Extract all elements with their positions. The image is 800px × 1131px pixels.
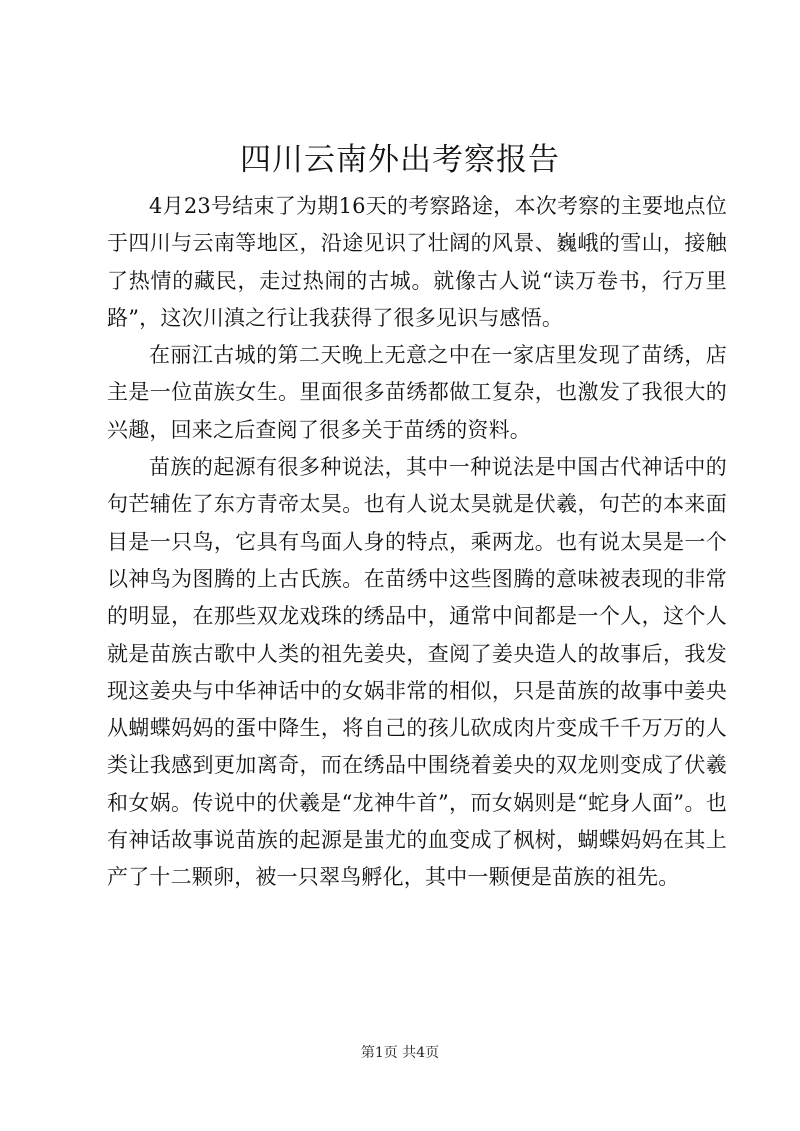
- paragraph-2: 在丽江古城的第二天晚上无意之中在一家店里发现了苗绣，店主是一位苗族女生。里面很多苗绣都做工复杂，也激发了我很大的兴趣，回来之后查阅了很多关于苗绣的资料。: [107, 343, 727, 442]
- paragraph-1: 4月23号结束了为期16天的考察路途，本次考察的主要地点位于四川与云南等地区，沿途见识了壮阔的风景、巍峨的雪山，接触了热情的藏民，走过热闹的古城。就像古人说“读万卷书，行万里路”，这次川滇之行让我获得了很多见识与感悟。: [107, 194, 727, 330]
- document-title: 四川云南外出考察报告: [240, 142, 560, 178]
- page-footer: 第1页 共4页: [360, 1045, 440, 1061]
- paragraph-3: 苗族的起源有很多种说法，其中一种说法是中国古代神话中的句芒辅佐了东方青帝太昊。也有人说太昊就是伏羲，句芒的本来面目是一只鸟，它具有鸟面人身的特点，乘两龙。也有说太昊是一个以神鸟为图腾的上古氏族。在苗绣中这些图腾的意味被表现的非常的明显，在那些双龙戏珠的绣品中，通常中间都是一个人，这个人就是苗族古歌中人类的祖先姜央，查阅了姜央造人的故事后，我发现这姜央与中华神话中的女娲非常的相似，只是苗族的故事中姜央从蝴蝶妈妈的蛋中降生，将自己的孩儿砍成肉片变成千千万万的人类让我感到更加离奇，而在绣品中围绕着姜央的双龙则变成了伏羲和女娲。传说中的伏羲是“龙神牛首”，而女娲则是“蛇身人面”。也有神话故事说苗族的起源是蚩尤的血变成了枫树，蝴蝶妈妈在其上产了十二颗卵，被一只翠鸟孵化，其中一颗便是苗族的祖先。: [107, 455, 727, 890]
- document-body: [107, 188, 727, 897]
